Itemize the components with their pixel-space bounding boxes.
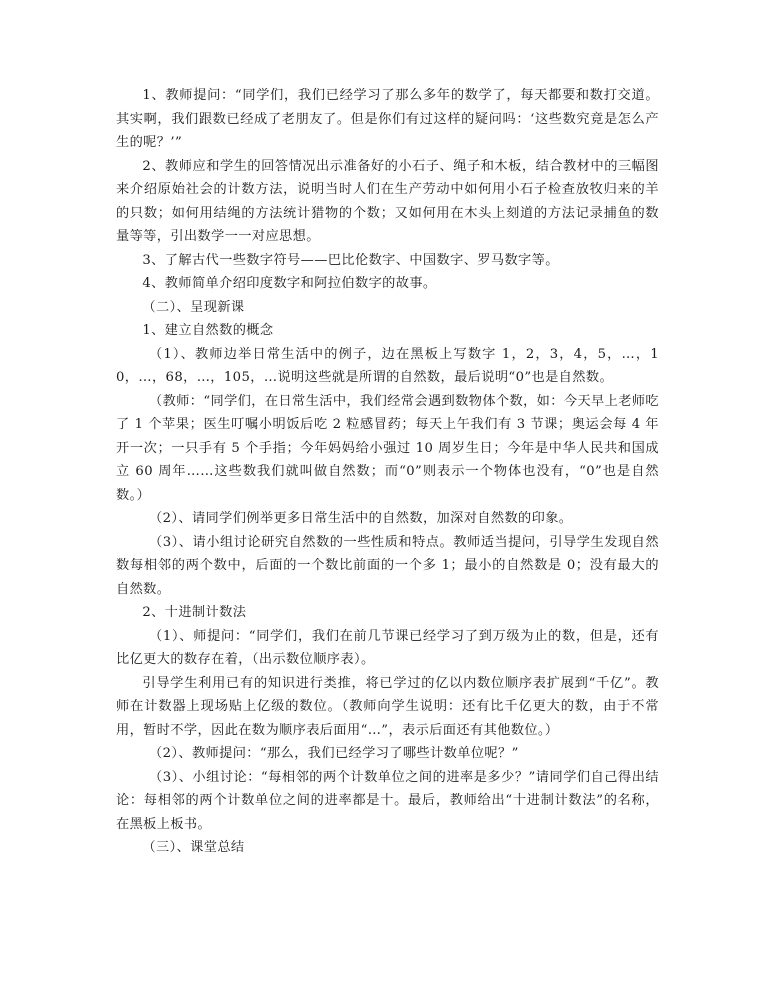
paragraph-teacher-question-1: （1）、师提问：“同学们，我们在前几节课已经学习了到万级为止的数，但是，还有比亿更大的数存在着，（出示数位顺序表）。 [116,628,659,667]
paragraph-extend-place-values: 引导学生利用已有的知识进行类推，将已学过的亿以内数位顺序表扩展到“千亿”。教师在计数器上现场贴上亿级的数位。（教师向学生说明：还有比千亿更大的数，由于不常用，暂时不学，因此在数为顺序表后面用“…”，表示后面还有其他数位。） [116,675,659,738]
paragraph-natural-examples: （1）、教师边举日常生活中的例子，边在黑板上写数字 1，2，3，4，5，…，10，…，68，…，105，…说明这些就是所谓的自然数，最后说明“0”也是自然数。 [116,346,659,385]
paragraph-teacher-speech: （教师：“同学们，在日常生活中，我们经常会遇到数物体个数，如：今天早上老师吃了 1 个苹果；医生叮嘱小明饭后吃 2 粒感冒药；每天上午我们有 3 节课；奥运会每 4 年开一次；一只手有 5 个手指；今年妈妈给小强过 10 周岁生日；今年是中华人民共和国成立 60 周年……这些数我们就叫做自然数；而“0”则表示一个物体也没有，“0”也是自然数。） [116,393,659,503]
section-heading-summary: （三）、课堂总结 [142,840,245,855]
paragraph-teacher-question-2: （2）、教师提问：“那么，我们已经学习了哪些计数单位呢？” [149,746,519,761]
subheading-decimal-system: 2、十进制计数法 [142,605,247,620]
paragraph-indian-arabic: 4、教师简单介绍印度数字和阿拉伯数字的故事。 [142,276,437,291]
paragraph-counting-methods: 2、教师应和学生的回答情况出示准备好的小石子、绳子和木板，结合教材中的三幅图来介绍原始社会的计数方法，说明当时人们在生产劳动中如何用小石子检查放牧归来的羊的只数；如何用结绳的方法统计猎物的个数；又如何用在木头上刻道的方法记录捕鱼的数量等等，引出数学一一对应思想。 [116,158,659,244]
paragraph-ancient-symbols: 3、了解古代一些数字符号——巴比伦数字、中国数字、罗马数字等。 [142,252,559,268]
paragraph-more-examples: （2）、请同学们例举更多日常生活中的自然数，加深对自然数的印象。 [149,511,573,526]
section-heading-new-lesson: （二）、呈现新课 [142,299,245,315]
document-page [116,84,659,860]
subheading-natural-numbers: 1、建立自然数的概念 [142,323,274,338]
paragraph-intro-question: 1、教师提问：“同学们，我们已经学习了那么多年的数学了，每天都要和数打交道。其实啊，我们跟数已经成了老朋友了。但是你们有过这样的疑问吗：‘这些数究竟是怎么产生的呢？’” [116,88,659,150]
paragraph-group-conclusion: （3）、小组讨论：“每相邻的两个计数单位之间的进率是多少？”请同学们自己得出结论：每相邻的两个计数单位之间的进率都是十。最后，教师给出“十进制计数法”的名称，在黑板上板书。 [116,769,659,832]
paragraph-group-discussion: （3）、请小组讨论研究自然数的一些性质和特点。教师适当提问，引导学生发现自然数每相邻的两个数中，后面的一个数比前面的一个多 1；最小的自然数是 0；没有最大的自然数。 [116,534,659,597]
